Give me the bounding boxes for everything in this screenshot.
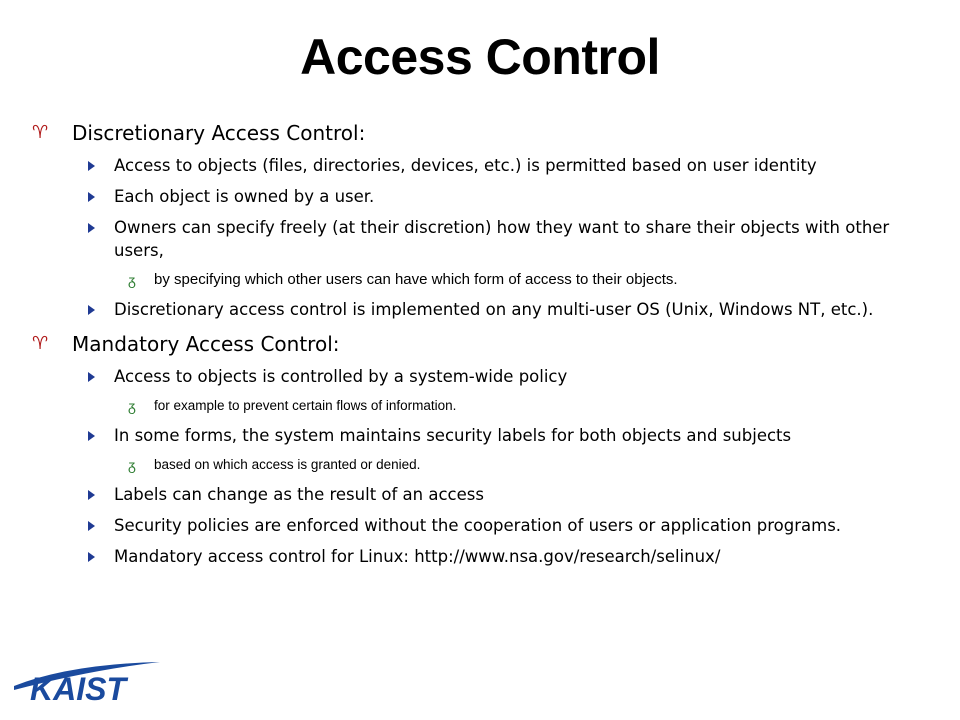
ribbon-bullet-icon: ♈ [32, 333, 49, 354]
triangle-bullet-icon [88, 431, 95, 441]
sub-list-item-text: based on which access is granted or denied. [154, 457, 421, 472]
slide-title: Access Control [300, 29, 660, 85]
ribbon-bullet-icon: ♈ [32, 122, 49, 143]
list-item-text: Access to objects (files, directories, devices, etc.) is permitted based on user identity [114, 156, 817, 175]
triangle-bullet-icon [88, 490, 95, 500]
list-item [82, 298, 942, 321]
list-item-text: Labels can change as the result of an access [114, 485, 484, 504]
logo-text: KAIST [30, 671, 126, 706]
list-item [82, 514, 942, 537]
sub-list-item-text: for example to prevent certain flows of information. [154, 398, 457, 413]
leaf-bullet-icon: ᵹ [128, 457, 136, 473]
list-item-text: Discretionary access control is implemented on any multi-user OS (Unix, Windows NT, etc.). [114, 300, 874, 319]
section-heading-label: Mandatory Access Control: [72, 332, 340, 356]
section-heading-dac [32, 118, 942, 148]
list-item [82, 154, 942, 177]
triangle-bullet-icon [88, 305, 95, 315]
section-heading-label: Discretionary Access Control: [72, 121, 366, 145]
sub-list-item [124, 455, 942, 475]
triangle-bullet-icon [88, 552, 95, 562]
leaf-bullet-icon: ᵹ [128, 272, 136, 288]
list-item [82, 216, 942, 262]
triangle-bullet-icon [88, 223, 95, 233]
list-item-text: Each object is owned by a user. [114, 187, 375, 206]
triangle-bullet-icon [88, 161, 95, 171]
triangle-bullet-icon [88, 372, 95, 382]
leaf-bullet-icon: ᵹ [128, 398, 136, 414]
section-heading-mac [32, 329, 942, 359]
sub-list-item [124, 270, 942, 290]
list-item [82, 365, 942, 388]
list-item [82, 483, 942, 506]
sub-list-item-text: by specifying which other users can have which form of access to their objects. [154, 271, 678, 288]
list-item-text: Mandatory access control for Linux: http://www.nsa.gov/research/selinux/ [114, 547, 721, 566]
slide-content [32, 118, 942, 576]
sub-list-item [124, 396, 942, 416]
list-item-text: Owners can specify freely (at their discretion) how they want to share their objects with other users, [114, 218, 890, 260]
list-item [82, 424, 942, 447]
list-item-text: Access to objects is controlled by a system-wide policy [114, 367, 568, 386]
list-item [82, 545, 942, 568]
triangle-bullet-icon [88, 192, 95, 202]
list-item-text: Security policies are enforced without the cooperation of users or application programs. [114, 516, 842, 535]
kaist-logo [10, 656, 180, 706]
list-item [82, 185, 942, 208]
list-item-text: In some forms, the system maintains security labels for both objects and subjects [114, 426, 792, 445]
triangle-bullet-icon [88, 521, 95, 531]
